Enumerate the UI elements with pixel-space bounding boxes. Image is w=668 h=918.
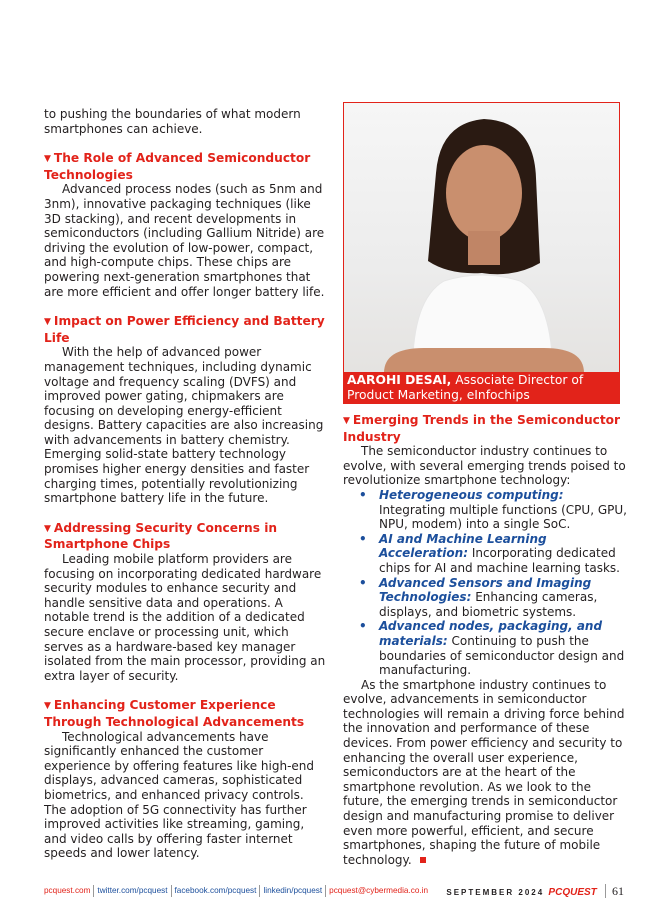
triangle-icon: ▼ xyxy=(44,154,51,165)
footer-link-website[interactable]: pcquest.com xyxy=(44,886,91,895)
portrait-photo xyxy=(343,102,620,404)
triangle-icon: ▼ xyxy=(44,523,51,534)
section-body: Technological advancements have significantly enhanced the customer experience by offering features like high-end displays, advanced cameras, sophisticated biometrics, and enhanced privacy controls. The adoption of 5G connectivity has further improved activities like streaming, gaming, and video calls by offering faster internet speeds and lower latency. xyxy=(44,729,315,861)
brand-logo: PCQUEST xyxy=(548,887,597,898)
photo-caption xyxy=(343,372,620,404)
footer-link-email[interactable]: pcquest@cybermedia.co.in xyxy=(325,885,431,897)
caption-name: AAROHI DESAI, xyxy=(347,373,452,387)
section-heading: ▼ Emerging Trends in the Semiconductor Industry xyxy=(343,413,621,444)
list-item: • Heterogeneous computing: Integrating multiple functions (CPU, GPU, NPU, modem) into a single SoC. xyxy=(359,487,627,532)
trend-list xyxy=(343,488,628,678)
portrait-illustration xyxy=(344,103,620,404)
left-column xyxy=(44,107,328,861)
section-body: Advanced process nodes (such as 5nm and 3nm), innovative packaging techniques (like 3D stacking), and recent developments in semiconductors (including Gallium Nitride) are driving the evolution of low-power, compact, and high-compute chips. These chips are powering next-generation smartphones that are more efficient and offer longer battery life. xyxy=(44,182,325,299)
list-item: • Advanced Sensors and Imaging Technologies: Enhancing cameras, displays, and biometric systems. xyxy=(359,575,598,619)
triangle-icon: ▼ xyxy=(44,317,51,328)
triangle-icon: ▼ xyxy=(343,416,350,426)
section-heading: ▼ Enhancing Customer Experience Through Technological Advancements xyxy=(44,698,305,729)
issue-date: SEPTEMBER 2024 xyxy=(446,888,545,897)
section-heading: ▼ The Role of Advanced Semiconductor Technologies xyxy=(44,151,311,182)
section-heading: ▼ Impact on Power Efficiency and Battery Life xyxy=(44,314,325,345)
footer-link-facebook[interactable]: facebook.com/pcquest xyxy=(171,885,260,897)
section-heading: ▼ Addressing Security Concerns in Smartphone Chips xyxy=(44,520,278,552)
end-mark-icon xyxy=(420,857,426,863)
right-column xyxy=(343,413,628,867)
page-number: 61 xyxy=(605,884,624,898)
footer-link-twitter[interactable]: twitter.com/pcquest xyxy=(93,885,170,897)
footer-link-linkedin[interactable]: linkedin/pcquest xyxy=(259,885,325,897)
triangle-icon: ▼ xyxy=(44,701,51,712)
intro-paragraph: to pushing the boundaries of what modern smartphones can achieve. xyxy=(44,107,301,136)
caption-title: Associate Director of Product Marketing, eInfochips xyxy=(347,373,584,402)
section-body: Leading mobile platform providers are focusing on incorporating dedicated hardware security modules to enhance security and handle sensitive data and operations. A notable trend is the addition of a dedicated secure enclave or processing unit, which serves as a hardware-based key manager isolated from the main processor, providing an extra layer of security. xyxy=(44,552,326,683)
section-body: The semiconductor industry continues to evolve, with several emerging trends poised to revolutionize smartphone technology: xyxy=(343,444,626,488)
closing-paragraph: As the smartphone industry continues to evolve, advancements in semiconductor technologies will remain a driving force behind the innovation and performance of these devices. From power efficiency and security to enhancing the overall user experience, semiconductors are at the heart of the smartphone revolution. As we look to the future, the emerging trends in semiconductor design and manufacturing promise to deliver even more powerful, efficient, and secure smartphones, shaping the future of mobile technology. xyxy=(343,677,625,867)
list-item: • AI and Machine Learning Acceleration: Incorporating dedicated chips for AI and machine learning tasks. xyxy=(359,531,620,575)
issue-info xyxy=(446,884,624,899)
section-body: With the help of advanced power management techniques, including dynamic voltage and frequency scaling (DVFS) and improved power gating, chipmakers are focusing on developing energy-efficient designs. Battery capacities are also increasing with advancements in battery chemistry. Emerging solid-state battery technology promises higher energy densities and faster charging times, potentially revolutionizing smartphone battery life in the future. xyxy=(44,345,324,506)
page-footer xyxy=(44,885,624,901)
list-item: • Advanced nodes, packaging, and materials: Continuing to push the boundaries of semiconductor design and manufacturing. xyxy=(359,619,625,678)
